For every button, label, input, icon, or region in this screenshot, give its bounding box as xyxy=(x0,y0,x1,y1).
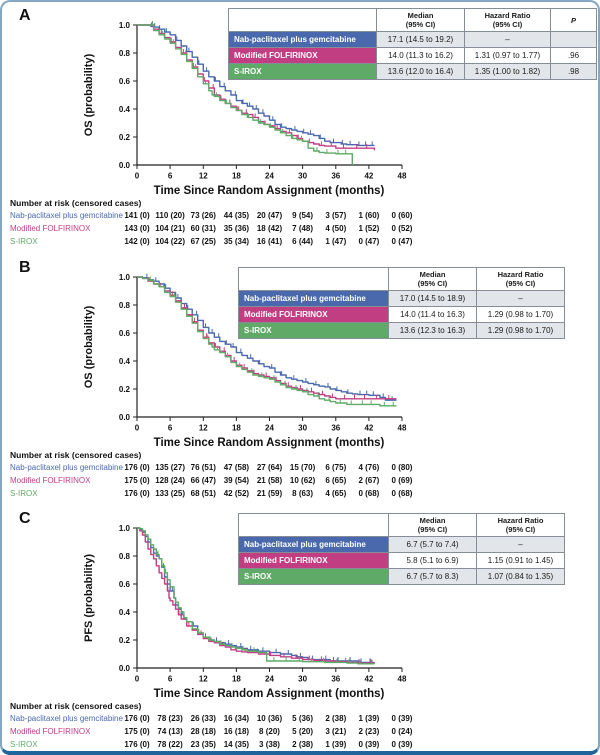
y-tick-label: 0.8 xyxy=(118,48,130,58)
at-risk-value: 1 (39) xyxy=(325,740,347,749)
y-tick-label: 0.4 xyxy=(118,607,130,617)
panel-label-B: B xyxy=(19,259,31,276)
at-risk-value: 8 (63) xyxy=(292,489,314,498)
x-tick-label: 30 xyxy=(298,674,308,684)
y-tick-label: 1.0 xyxy=(118,272,130,282)
at-risk-value: 6 (75) xyxy=(325,463,347,472)
at-risk-value: 47 (58) xyxy=(223,463,250,472)
x-axis-title: Time Since Random Assignment (months) xyxy=(153,185,385,197)
at-risk-row xyxy=(2,714,598,726)
at-risk-value: 1 (52) xyxy=(358,224,380,233)
x-tick-label: 12 xyxy=(198,171,208,181)
series-label-cell: S-IROX xyxy=(239,323,389,339)
hazard-ratio-cell: – xyxy=(477,537,565,553)
p-value-cell: .96 xyxy=(551,48,597,64)
x-tick-label: 0 xyxy=(134,423,140,433)
at-risk-value: 0 (68) xyxy=(358,489,380,498)
at-risk-value: 23 (35) xyxy=(190,740,216,749)
hazard-ratio-cell: – xyxy=(465,32,551,48)
table-header-cell: Hazard Ratio (95% CI) xyxy=(465,9,551,32)
at-risk-value: 175 (0) xyxy=(124,727,150,736)
at-risk-label: Modified FOLFIRINOX xyxy=(10,224,91,233)
table-corner-cell xyxy=(229,9,377,32)
at-risk-row xyxy=(2,211,598,223)
at-risk-value: 4 (50) xyxy=(325,224,347,233)
series-label-cell: S-IROX xyxy=(229,64,377,80)
x-tick-label: 36 xyxy=(331,171,341,181)
at-risk-value: 39 (54) xyxy=(223,476,250,485)
series-label-cell: Modified FOLFIRINOX xyxy=(229,48,377,64)
y-axis-title: OS (probability) xyxy=(83,53,95,137)
x-tick-label: 18 xyxy=(231,674,241,684)
at-risk-value: 176 (0) xyxy=(124,463,150,472)
table-row xyxy=(229,32,597,48)
y-tick-label: 0.0 xyxy=(118,412,130,422)
at-risk-value: 0 (69) xyxy=(391,476,413,485)
x-tick-label: 36 xyxy=(331,674,341,684)
stats-table-C xyxy=(238,513,565,585)
table-row xyxy=(239,307,565,323)
x-tick-label: 0 xyxy=(134,674,140,684)
x-tick-label: 12 xyxy=(198,674,208,684)
y-tick-label: 0.0 xyxy=(118,663,130,673)
y-tick-label: 0.6 xyxy=(118,76,130,86)
at-risk-value: 20 (47) xyxy=(256,211,283,220)
at-risk-label: S-IROX xyxy=(10,237,38,246)
at-risk-value: 133 (25) xyxy=(155,489,185,498)
at-risk-value: 176 (0) xyxy=(124,740,150,749)
at-risk-label: Modified FOLFIRINOX xyxy=(10,476,91,485)
panel-label-A: A xyxy=(19,7,31,24)
panel-C xyxy=(2,505,598,755)
x-tick-label: 24 xyxy=(265,674,274,684)
at-risk-value: 44 (35) xyxy=(223,211,250,220)
x-tick-label: 42 xyxy=(364,674,374,684)
hazard-ratio-cell: 1.29 (0.98 to 1.70) xyxy=(477,323,565,339)
at-risk-value: 35 (34) xyxy=(223,237,250,246)
stats-table-A xyxy=(228,8,597,80)
at-risk-value: 27 (64) xyxy=(256,463,283,472)
at-risk-title-B: Number at risk (censored cases) xyxy=(10,450,142,460)
hazard-ratio-cell: 1.31 (0.97 to 1.77) xyxy=(465,48,551,64)
at-risk-value: 42 (52) xyxy=(223,489,250,498)
at-risk-value: 4 (65) xyxy=(325,489,347,498)
y-tick-label: 0.4 xyxy=(118,356,130,366)
at-risk-value: 110 (20) xyxy=(155,211,185,220)
table-row xyxy=(239,291,565,307)
at-risk-value: 175 (0) xyxy=(124,476,150,485)
hazard-ratio-cell: 1.29 (0.98 to 1.70) xyxy=(477,307,565,323)
at-risk-value: 104 (22) xyxy=(155,237,185,246)
x-tick-label: 36 xyxy=(331,423,341,433)
at-risk-row xyxy=(2,476,598,488)
median-cell: 17.1 (14.5 to 19.2) xyxy=(377,32,465,48)
at-risk-value: 0 (39) xyxy=(391,740,413,749)
at-risk-value: 8 (20) xyxy=(259,727,280,736)
y-tick-label: 0.6 xyxy=(118,579,130,589)
series-label-cell: Modified FOLFIRINOX xyxy=(239,553,389,569)
at-risk-value: 135 (27) xyxy=(155,463,185,472)
at-risk-value: 60 (31) xyxy=(190,224,216,233)
x-tick-label: 12 xyxy=(198,423,208,433)
table-corner-cell xyxy=(239,268,389,291)
hazard-ratio-cell: 1.15 (0.91 to 1.45) xyxy=(477,553,565,569)
panel-label-C: C xyxy=(19,510,31,527)
median-cell: 5.8 (5.1 to 6.9) xyxy=(389,553,477,569)
at-risk-value: 3 (21) xyxy=(325,727,347,736)
at-risk-value: 142 (0) xyxy=(124,237,150,246)
table-row xyxy=(239,553,565,569)
at-risk-value: 5 (20) xyxy=(292,727,314,736)
x-tick-label: 24 xyxy=(265,171,274,181)
p-value-cell xyxy=(551,32,597,48)
at-risk-label: S-IROX xyxy=(10,489,38,498)
at-risk-value: 0 (52) xyxy=(391,224,413,233)
x-axis-title: Time Since Random Assignment (months) xyxy=(153,437,385,449)
table-header-cell: Hazard Ratio (95% CI) xyxy=(477,514,565,537)
at-risk-row xyxy=(2,740,598,752)
at-risk-value: 66 (47) xyxy=(190,476,216,485)
at-risk-value: 6 (65) xyxy=(325,476,347,485)
x-tick-label: 24 xyxy=(265,423,274,433)
x-tick-label: 48 xyxy=(397,674,407,684)
y-tick-label: 0.4 xyxy=(118,104,130,114)
at-risk-value: 1 (60) xyxy=(358,211,380,220)
at-risk-value: 28 (18) xyxy=(190,727,216,736)
table-header-row xyxy=(239,514,565,537)
median-cell: 6.7 (5.7 to 8.3) xyxy=(389,569,477,585)
panel-A xyxy=(2,2,598,254)
at-risk-label: Nab-paclitaxel plus gemcitabine xyxy=(10,714,123,723)
x-tick-label: 6 xyxy=(167,171,173,181)
y-tick-label: 0.2 xyxy=(118,635,130,645)
at-risk-value: 9 (54) xyxy=(292,211,314,220)
at-risk-value: 6 (44) xyxy=(292,237,314,246)
y-tick-label: 0.2 xyxy=(118,384,130,394)
at-risk-value: 78 (23) xyxy=(157,714,183,723)
x-tick-label: 6 xyxy=(167,674,173,684)
at-risk-value: 16 (41) xyxy=(256,237,283,246)
at-risk-value: 143 (0) xyxy=(124,224,150,233)
at-risk-label: Nab-paclitaxel plus gemcitabine xyxy=(10,463,123,472)
y-tick-label: 0.0 xyxy=(118,160,130,170)
at-risk-value: 1 (47) xyxy=(325,237,347,246)
table-header-row xyxy=(239,268,565,291)
y-axis-title: PFS (probability) xyxy=(83,554,95,642)
table-header-cell: Median (95% CI) xyxy=(389,514,477,537)
at-risk-value: 4 (76) xyxy=(358,463,380,472)
y-tick-label: 0.8 xyxy=(118,551,130,561)
at-risk-value: 104 (21) xyxy=(155,224,185,233)
at-risk-row xyxy=(2,237,598,249)
series-label-cell: Nab-paclitaxel plus gemcitabine xyxy=(239,291,389,307)
x-tick-label: 48 xyxy=(397,423,407,433)
at-risk-title-A: Number at risk (censored cases) xyxy=(10,198,142,208)
at-risk-value: 18 (42) xyxy=(256,224,283,233)
y-tick-label: 1.0 xyxy=(118,20,130,30)
median-cell: 17.0 (14.5 to 18.9) xyxy=(389,291,477,307)
series-label-cell: Nab-paclitaxel plus gemcitabine xyxy=(229,32,377,48)
at-risk-row xyxy=(2,463,598,475)
median-cell: 13.6 (12.3 to 16.3) xyxy=(389,323,477,339)
table-header-cell: Median (95% CI) xyxy=(377,9,465,32)
at-risk-value: 16 (18) xyxy=(223,727,250,736)
at-risk-value: 3 (57) xyxy=(325,211,347,220)
at-risk-value: 73 (26) xyxy=(190,211,216,220)
table-row xyxy=(239,537,565,553)
x-tick-label: 18 xyxy=(231,171,241,181)
at-risk-label: Nab-paclitaxel plus gemcitabine xyxy=(10,211,123,220)
at-risk-value: 0 (68) xyxy=(391,489,413,498)
at-risk-value: 14 (35) xyxy=(223,740,250,749)
y-tick-label: 0.6 xyxy=(118,328,130,338)
table-header-row xyxy=(229,9,597,32)
hazard-ratio-cell: 1.07 (0.84 to 1.35) xyxy=(477,569,565,585)
at-risk-row xyxy=(2,727,598,739)
at-risk-value: 21 (59) xyxy=(256,489,283,498)
at-risk-value: 15 (70) xyxy=(289,463,316,472)
at-risk-value: 67 (25) xyxy=(190,237,216,246)
at-risk-value: 7 (48) xyxy=(292,224,314,233)
at-risk-label: S-IROX xyxy=(10,740,38,749)
at-risk-label: Modified FOLFIRINOX xyxy=(10,727,91,736)
y-axis-title: OS (probability) xyxy=(83,305,95,389)
at-risk-value: 26 (33) xyxy=(190,714,216,723)
x-tick-label: 42 xyxy=(364,171,374,181)
at-risk-value: 2 (38) xyxy=(292,740,314,749)
table-row xyxy=(239,569,565,585)
at-risk-value: 78 (22) xyxy=(157,740,183,749)
p-value-cell: .98 xyxy=(551,64,597,80)
y-tick-label: 1.0 xyxy=(118,523,130,533)
at-risk-row xyxy=(2,489,598,501)
table-row xyxy=(229,48,597,64)
x-tick-label: 30 xyxy=(298,423,308,433)
table-row xyxy=(229,64,597,80)
table-corner-cell xyxy=(239,514,389,537)
at-risk-value: 35 (36) xyxy=(223,224,250,233)
hazard-ratio-cell: 1.35 (1.00 to 1.82) xyxy=(465,64,551,80)
x-tick-label: 48 xyxy=(397,171,407,181)
series-label-cell: Modified FOLFIRINOX xyxy=(239,307,389,323)
x-tick-label: 0 xyxy=(134,171,140,181)
at-risk-value: 0 (39) xyxy=(391,714,413,723)
at-risk-row xyxy=(2,224,598,236)
at-risk-value: 5 (36) xyxy=(292,714,314,723)
median-cell: 13.6 (12.0 to 16.4) xyxy=(377,64,465,80)
series-label-cell: S-IROX xyxy=(239,569,389,585)
at-risk-value: 0 (24) xyxy=(391,727,413,736)
at-risk-value: 68 (51) xyxy=(190,489,216,498)
at-risk-value: 16 (34) xyxy=(223,714,250,723)
x-axis-title: Time Since Random Assignment (months) xyxy=(153,688,385,700)
median-cell: 6.7 (5.7 to 7.4) xyxy=(389,537,477,553)
at-risk-value: 128 (24) xyxy=(155,476,185,485)
at-risk-value: 0 (80) xyxy=(391,463,413,472)
median-cell: 14.0 (11.4 to 16.3) xyxy=(389,307,477,323)
y-tick-label: 0.8 xyxy=(118,300,130,310)
x-tick-label: 42 xyxy=(364,423,374,433)
x-tick-label: 18 xyxy=(231,423,241,433)
median-cell: 14.0 (11.3 to 16.2) xyxy=(377,48,465,64)
at-risk-value: 1 (39) xyxy=(358,714,380,723)
at-risk-value: 141 (0) xyxy=(124,211,150,220)
at-risk-value: 2 (67) xyxy=(358,476,380,485)
at-risk-value: 10 (36) xyxy=(256,714,283,723)
at-risk-value: 10 (62) xyxy=(289,476,316,485)
x-tick-label: 6 xyxy=(167,423,173,433)
series-label-cell: Nab-paclitaxel plus gemcitabine xyxy=(239,537,389,553)
at-risk-value: 0 (60) xyxy=(391,211,413,220)
at-risk-value: 0 (47) xyxy=(358,237,380,246)
at-risk-value: 2 (23) xyxy=(358,727,380,736)
table-header-cell: P xyxy=(551,9,597,32)
at-risk-value: 21 (58) xyxy=(256,476,283,485)
table-header-cell: Hazard Ratio (95% CI) xyxy=(477,268,565,291)
at-risk-title-C: Number at risk (censored cases) xyxy=(10,701,142,711)
at-risk-value: 0 (39) xyxy=(358,740,380,749)
panel-B xyxy=(2,254,598,506)
at-risk-value: 2 (38) xyxy=(325,714,347,723)
at-risk-value: 3 (38) xyxy=(259,740,280,749)
at-risk-value: 74 (13) xyxy=(157,727,183,736)
x-tick-label: 30 xyxy=(298,171,308,181)
hazard-ratio-cell: – xyxy=(477,291,565,307)
at-risk-value: 0 (47) xyxy=(391,237,413,246)
at-risk-value: 176 (0) xyxy=(124,714,150,723)
y-tick-label: 0.2 xyxy=(118,132,130,142)
table-header-cell: Median (95% CI) xyxy=(389,268,477,291)
table-row xyxy=(239,323,565,339)
at-risk-value: 176 (0) xyxy=(124,489,150,498)
stats-table-B xyxy=(238,267,565,339)
at-risk-value: 76 (51) xyxy=(190,463,216,472)
